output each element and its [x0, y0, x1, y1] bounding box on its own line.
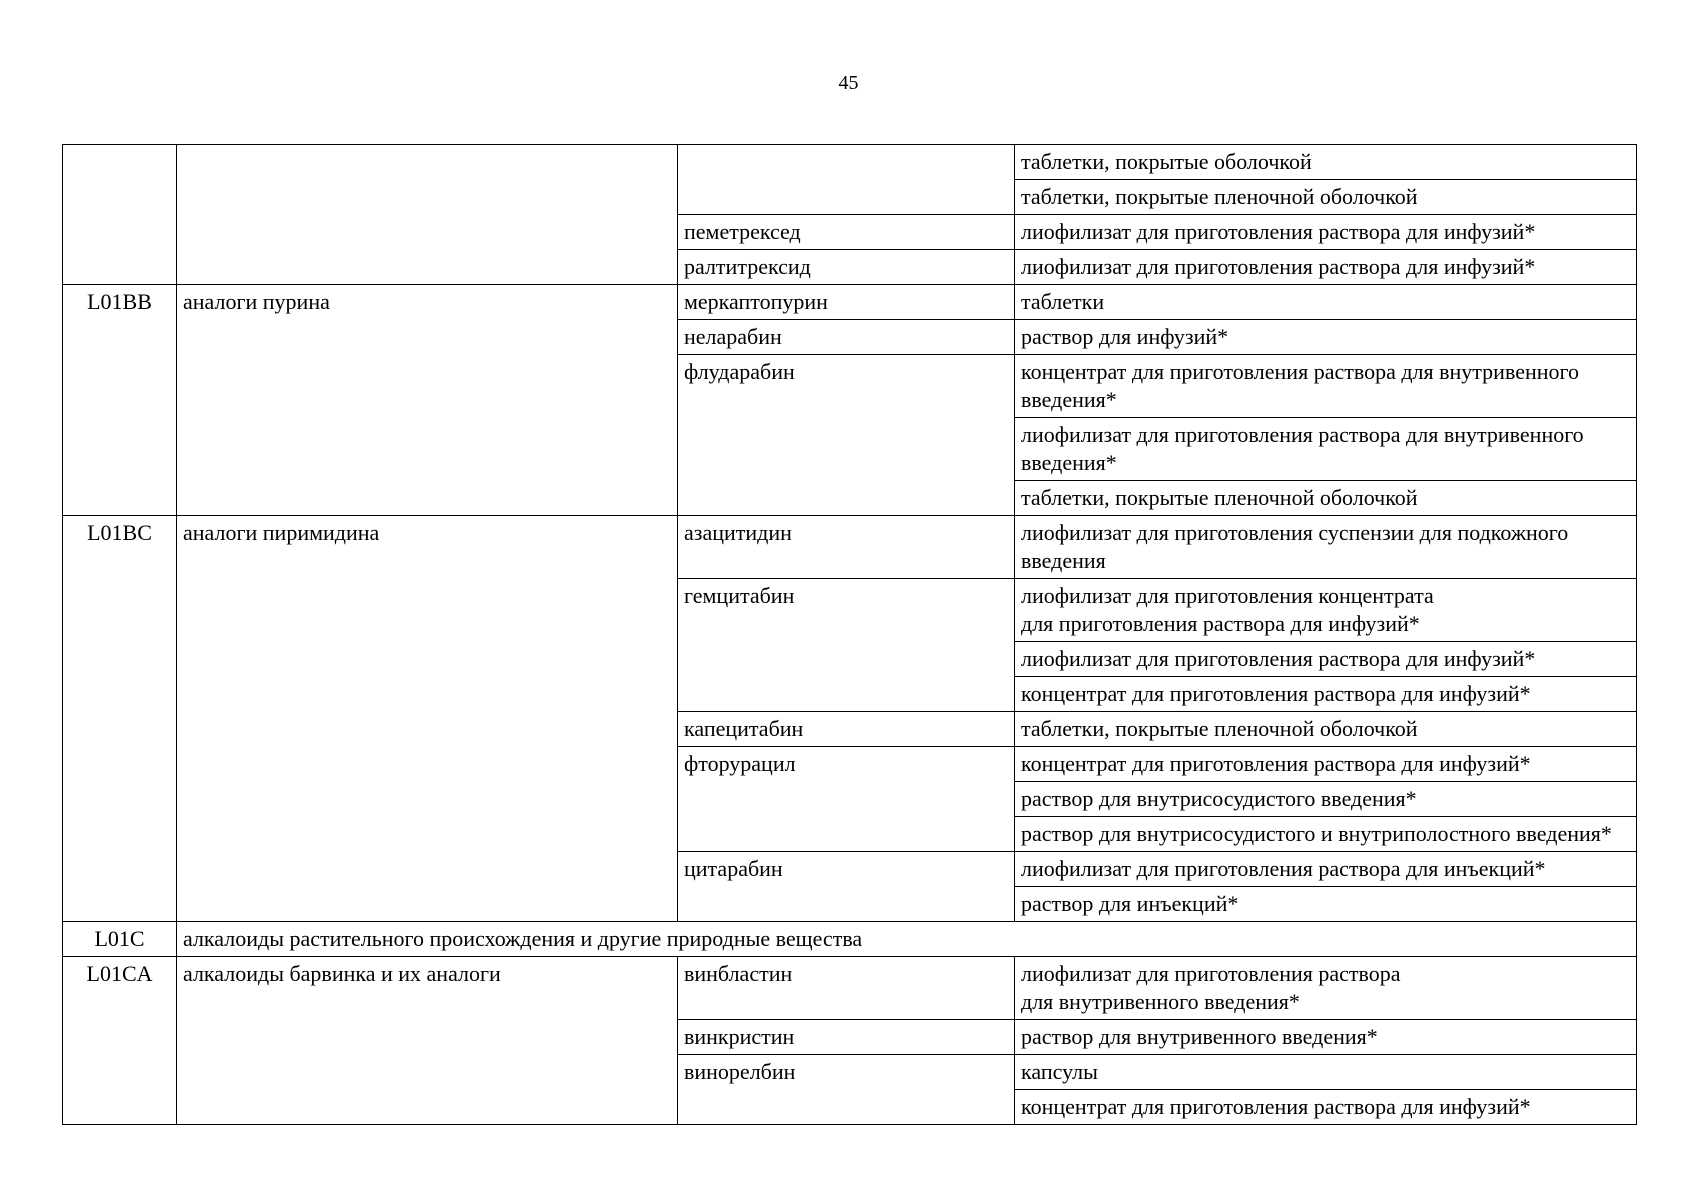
atc-code-cell: L01BB [63, 285, 177, 516]
group-cell [177, 145, 678, 285]
form-cell: таблетки, покрытые пленочной оболочкой [1015, 712, 1637, 747]
form-cell: лиофилизат для приготовления раствора для инфузий* [1015, 215, 1637, 250]
group-cell: аналоги пурина [177, 285, 678, 516]
form-line: для приготовления раствора для инфузий* [1021, 611, 1420, 636]
group-cell: аналоги пиримидина [177, 516, 678, 922]
form-cell: лиофилизат для приготовления раствора для внутривенного введения* [1015, 418, 1637, 481]
drug-cell: фторурацил [678, 747, 1015, 852]
table-row [63, 285, 1637, 320]
form-cell: концентрат для приготовления раствора для внутривенного введения* [1015, 355, 1637, 418]
group-cell: алкалоиды растительного происхождения и другие природные вещества [177, 922, 1637, 957]
drug-cell: винкристин [678, 1020, 1015, 1055]
form-cell: концентрат для приготовления раствора для инфузий* [1015, 677, 1637, 712]
form-cell: раствор для инъекций* [1015, 887, 1637, 922]
form-cell: концентрат для приготовления раствора для инфузий* [1015, 1090, 1637, 1125]
drug-cell: капецитабин [678, 712, 1015, 747]
atc-code-cell: L01C [63, 922, 177, 957]
drug-cell: азацитидин [678, 516, 1015, 579]
form-cell: лиофилизат для приготовления раствора для инфузий* [1015, 642, 1637, 677]
form-cell: раствор для внутривенного введения* [1015, 1020, 1637, 1055]
form-line: лиофилизат для приготовления концентрата [1021, 583, 1434, 608]
drug-cell: пеметрексед [678, 215, 1015, 250]
drug-cell [678, 145, 1015, 215]
atc-code-cell: L01CA [63, 957, 177, 1125]
form-cell: таблетки [1015, 285, 1637, 320]
drug-cell: цитарабин [678, 852, 1015, 922]
form-cell: лиофилизат для приготовления суспензии для подкожного введения [1015, 516, 1637, 579]
form-line: для внутривенного введения* [1021, 989, 1300, 1014]
form-cell: раствор для инфузий* [1015, 320, 1637, 355]
drug-cell: винорелбин [678, 1055, 1015, 1125]
form-cell: концентрат для приготовления раствора для инфузий* [1015, 747, 1637, 782]
form-cell: раствор для внутрисосудистого введения* [1015, 782, 1637, 817]
form-cell: лиофилизат для приготовления раствора для инъекций* [1015, 852, 1637, 887]
form-cell: раствор для внутрисосудистого и внутриполостного введения* [1015, 817, 1637, 852]
form-cell [1015, 579, 1637, 642]
form-cell [1015, 957, 1637, 1020]
form-cell: таблетки, покрытые пленочной оболочкой [1015, 481, 1637, 516]
atc-code-cell: L01BC [63, 516, 177, 922]
drug-cell: гемцитабин [678, 579, 1015, 712]
form-cell: капсулы [1015, 1055, 1637, 1090]
atc-code-cell [63, 145, 177, 285]
drug-cell: флударабин [678, 355, 1015, 516]
page-number: 45 [838, 72, 859, 94]
form-cell: лиофилизат для приготовления раствора для инфузий* [1015, 250, 1637, 285]
drug-cell: ралтитрексид [678, 250, 1015, 285]
drug-cell: неларабин [678, 320, 1015, 355]
table-row [63, 145, 1637, 180]
table-row [63, 516, 1637, 579]
drug-cell: меркаптопурин [678, 285, 1015, 320]
table-row [63, 957, 1637, 1020]
drug-table [62, 144, 1637, 1125]
table-row [63, 922, 1637, 957]
form-cell: таблетки, покрытые оболочкой [1015, 145, 1637, 180]
drug-cell: винбластин [678, 957, 1015, 1020]
group-cell: алкалоиды барвинка и их аналоги [177, 957, 678, 1125]
form-line: лиофилизат для приготовления раствора [1021, 961, 1401, 986]
form-cell: таблетки, покрытые пленочной оболочкой [1015, 180, 1637, 215]
